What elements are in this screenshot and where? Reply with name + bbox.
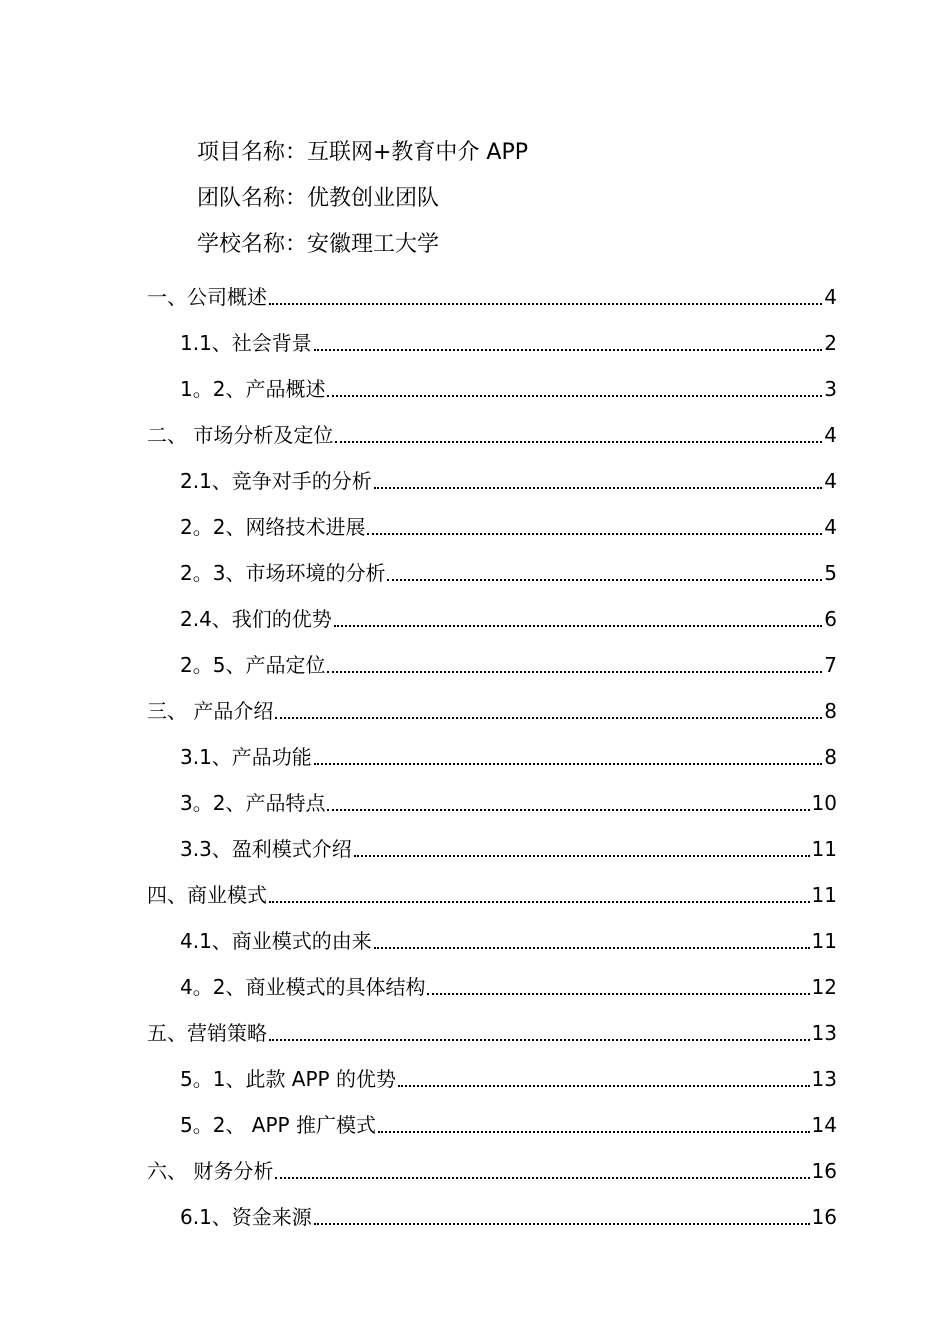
toc-entry-page: 4 — [824, 515, 837, 539]
toc-entry[interactable] — [147, 413, 837, 447]
toc-entry-label: 1.1、社会背景 — [180, 331, 312, 355]
toc-entry-page: 11 — [811, 883, 837, 907]
toc-leader-dots — [398, 1085, 810, 1087]
toc-entry-page: 5 — [824, 561, 837, 585]
toc-entry-page: 8 — [824, 745, 837, 769]
toc-entry-page: 3 — [824, 377, 837, 401]
toc-leader-dots — [327, 395, 822, 397]
toc-entry[interactable] — [147, 275, 837, 309]
toc-entry[interactable] — [147, 1011, 837, 1045]
toc-entry-label: 5。1、此款 APP 的优势 — [180, 1067, 396, 1091]
toc-entry[interactable] — [180, 827, 837, 861]
toc-entry-page: 4 — [824, 469, 837, 493]
toc-entry-page: 16 — [811, 1159, 837, 1183]
toc-entry-page: 16 — [811, 1205, 837, 1229]
toc-entry-label: 2。2、网络技术进展 — [180, 515, 366, 539]
toc-entry[interactable] — [180, 965, 837, 999]
toc-leader-dots — [275, 1177, 809, 1179]
toc-leader-dots — [387, 579, 822, 581]
toc-leader-dots — [374, 947, 810, 949]
toc-entry-label: 3.3、盈利模式介绍 — [180, 837, 352, 861]
toc-entry-page: 10 — [811, 791, 837, 815]
toc-entry[interactable] — [147, 1149, 837, 1183]
toc-entry-page: 2 — [824, 331, 837, 355]
toc-entry-label: 3。2、产品特点 — [180, 791, 326, 815]
toc-entry-page: 13 — [811, 1067, 837, 1091]
toc-leader-dots — [374, 487, 822, 489]
toc-leader-dots — [314, 763, 822, 765]
toc-entry[interactable] — [180, 367, 837, 401]
toc-leader-dots — [427, 993, 809, 995]
toc-leader-dots — [335, 441, 822, 443]
toc-entry-page: 6 — [824, 607, 837, 631]
toc-entry-label: 4。2、商业模式的具体结构 — [180, 975, 426, 999]
toc-entry-label: 4.1、商业模式的由来 — [180, 929, 372, 953]
toc-leader-dots — [275, 717, 822, 719]
toc-entry[interactable] — [180, 597, 837, 631]
toc-entry[interactable] — [180, 459, 837, 493]
toc-leader-dots — [367, 533, 822, 535]
toc-entry-label: 五、营销策略 — [147, 1021, 267, 1045]
toc-leader-dots — [354, 855, 810, 857]
toc-entry-label: 六、 财务分析 — [147, 1159, 274, 1183]
toc-entry-page: 12 — [811, 975, 837, 999]
toc-entry-label: 四、商业模式 — [147, 883, 267, 907]
toc-entry[interactable] — [147, 873, 837, 907]
toc-entry-page: 14 — [811, 1113, 837, 1137]
team-name-line: 团队名称：优教创业团队 — [197, 186, 440, 211]
toc-entry-page: 4 — [824, 423, 837, 447]
toc-entry-label: 2.4、我们的优势 — [180, 607, 332, 631]
school-name-line: 学校名称：安徽理工大学 — [197, 232, 440, 257]
toc-leader-dots — [378, 1131, 810, 1133]
toc-leader-dots — [314, 1223, 810, 1225]
toc-entry-label: 一、公司概述 — [147, 285, 267, 309]
toc-entry-label: 1。2、产品概述 — [180, 377, 326, 401]
toc-entry-label: 二、 市场分析及定位 — [147, 423, 334, 447]
toc-leader-dots — [269, 303, 822, 305]
toc-entry-page: 11 — [811, 929, 837, 953]
toc-entry[interactable] — [180, 321, 837, 355]
toc-leader-dots — [269, 901, 810, 903]
toc-entry-label: 3.1、产品功能 — [180, 745, 312, 769]
toc-entry-page: 8 — [824, 699, 837, 723]
toc-entry-page: 4 — [824, 285, 837, 309]
toc-entry-page: 7 — [824, 653, 837, 677]
toc-entry-label: 三、 产品介绍 — [147, 699, 274, 723]
toc-leader-dots — [334, 625, 822, 627]
toc-entry[interactable] — [180, 781, 837, 815]
toc-leader-dots — [327, 671, 822, 673]
toc-entry-label: 2。3、市场环境的分析 — [180, 561, 386, 585]
toc-entry[interactable] — [147, 689, 837, 723]
toc-entry[interactable] — [180, 1195, 837, 1229]
toc-entry[interactable] — [180, 735, 837, 769]
toc-entry-page: 11 — [811, 837, 837, 861]
project-name-line: 项目名称：互联网+教育中介 APP — [197, 140, 529, 165]
toc-leader-dots — [314, 349, 822, 351]
toc-leader-dots — [327, 809, 809, 811]
toc-entry[interactable] — [180, 505, 837, 539]
toc-entry[interactable] — [180, 1103, 837, 1137]
toc-entry-label: 2.1、竞争对手的分析 — [180, 469, 372, 493]
toc-entry-page: 13 — [811, 1021, 837, 1045]
toc-entry-label: 6.1、资金来源 — [180, 1205, 312, 1229]
toc-entry[interactable] — [180, 1057, 837, 1091]
toc-leader-dots — [269, 1039, 810, 1041]
toc-entry[interactable] — [180, 643, 837, 677]
toc-entry[interactable] — [180, 919, 837, 953]
toc-entry-label: 5。2、 APP 推广模式 — [180, 1113, 376, 1137]
toc-entry-label: 2。5、产品定位 — [180, 653, 326, 677]
toc-entry[interactable] — [180, 551, 837, 585]
